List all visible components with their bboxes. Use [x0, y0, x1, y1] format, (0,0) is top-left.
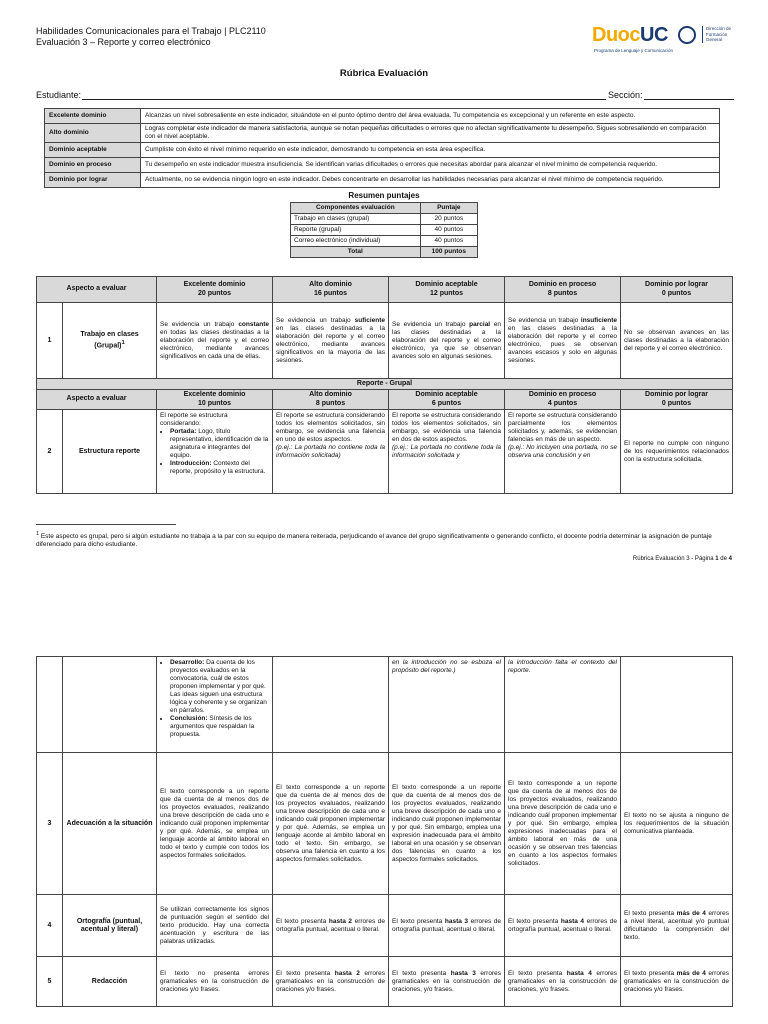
table-row: 5 Redacción El texto no presenta errores gramaticales en la construcción de oraciones y/o frases. El texto presenta hasta 2 errores gramaticales en la construcción de oraciones y/o frases. El texto presenta hasta 3 errores gramaticales en la construcción de oraciones, y/o frases. El texto presenta hasta 4 errores gramaticales en la construcción de oraciones, y/o frases. El texto presenta más de 4 errores gramaticales en la construcción de oraciones y/o frases.	[37, 957, 733, 1007]
document-header	[36, 26, 266, 48]
table-row: Dominio en proceso Tu desempeño en este indicador muestra insuficiencia. Se identifican varias dificultades o errores que necesitas abordar para alcanzar el nivel mínimo de competencia requerido.	[45, 158, 720, 173]
evaluation-name: Evaluación 3 – Reporte y correo electrónico	[36, 37, 211, 47]
table-row: Correo electrónico (individual) 40 puntos	[291, 236, 478, 247]
table-row: 4 Ortografía (puntual, acentual y literal) Se utilizan correctamente los signos de puntuación según el sentido del texto producido. Hay una correcta acentuación y escritura de las palabras utilizadas. El texto presenta hasta 2 errores de ortografía puntual, acentual o literal. El texto presenta hasta 3 errores de ortografía puntual, acentual o literal. El texto presenta hasta 4 errores de ortografía puntual, acentual o literal. El texto presenta más de 4 errores a nivel literal, acentual y/o puntual dificultando la comprensión del texto.	[37, 895, 733, 957]
table-row: Trabajo en clases (grupal) 20 puntos	[291, 214, 478, 225]
seal-icon	[678, 26, 696, 44]
table-row: Dominio por lograr Actualmente, no se evidencia ningún logro en este indicador. Debes concentrarte en desarrollar las habilidades necesarias para alcanzar el nivel mínimo de competencia requerido.	[45, 173, 720, 188]
page-gap	[0, 600, 768, 644]
course-name: Habilidades Comunicacionales para el Trabajo | PLC2110	[36, 26, 266, 36]
summary-title: Resumen puntajes	[348, 191, 420, 200]
logo-direction: Dirección de Formación General	[702, 26, 731, 43]
table-row: 1 Trabajo en clases (Grupal)$^1$ Se evidencia un trabajo constante en todas las clases destinadas a la elaboración del reporte y el correo electrónico, mediante avances significativos en cada una de ellas. Se evidencia un trabajo suficiente en las clases destinadas a la elaboración del reporte y el correo electrónico, mediante avances significativos en la mayoría de las sesiones. Se evidencia un trabajo parcial en las clases destinadas a la elaboración del reporte y el correo electrónico, ya que se observan avances solo en algunas sesiones. Se evidencia un trabajo insuficiente en las clases destinadas a la elaboración del reporte y el correo electrónico, pues se observan avances escasos y solo en algunas sesiones. No se observan avances en las clases destinadas a la elaboración del reporte y el correo electrónico.	[37, 303, 733, 379]
page-title: Rúbrica Evaluación	[339, 68, 429, 79]
duoc-uc-logo	[592, 24, 742, 58]
rubric-table-page-1	[36, 276, 733, 494]
student-blank	[82, 99, 606, 100]
logo-program: Programa de Lenguaje y Comunicación	[594, 48, 674, 53]
page-number: Rúbrica Evaluación 3 - Página 1 de 4	[632, 556, 732, 562]
table-row: Excelente dominio Alcanzas un nivel sobresaliente en este indicador, situándote en el punto óptimo dentro del área evaluada. Tu competencia es excepcional y un referente en este aspecto.	[45, 109, 720, 124]
table-row: Dominio aceptable Cumpliste con éxito el nivel mínimo requerido en este indicador, demostrando tu competencia en esta área específica.	[45, 143, 720, 158]
summary-table	[290, 202, 478, 258]
section-label: Sección:	[608, 90, 643, 100]
rubric-header: Aspecto a evaluar Excelente dominio 10 puntos Alto dominio 8 puntos Dominio aceptable 6 puntos Dominio en proceso 4 puntos Dominio por lograr 0 puntos	[37, 390, 733, 410]
footnote-divider	[36, 524, 176, 525]
section-row: Reporte - Grupal	[37, 379, 733, 390]
table-header: Componentes evaluación Puntaje	[291, 203, 478, 214]
table-row: Reporte (grupal) 40 puntos	[291, 225, 478, 236]
rubric-table-page-2	[36, 656, 733, 1007]
table-row: 2 Estructura reporte El reporte se estructura considerando: • Portada: Logo, título representativo, identificación de la asignatura e integrantes del equipo. • Introducción: Contexto del reporte, propósito y la estructura. El reporte se estructura considerando todos los elementos solicitados, sin embargo, se evidencia una falencia en uno de estos aspectos. (p.ej.: La portada no contiene toda la información solicitada) El reporte se estructura considerando todos los elementos solicitados, sin embargo, se evidencia una falencia en dos de estos aspectos. (p.ej.: La portada no contiene toda la información solicitada y El reporte se estructura considerando parcialmente los elementos solicitados y, además, se evidencian falencias en más de un aspecto. (p.ej.: No incluyen una portada, no se observa una conclusión y en El reporte no cumple con ninguno de los requerimientos relacionados con la estructura solicitada.	[37, 410, 733, 494]
student-label: Estudiante:	[36, 90, 82, 100]
logo-wordmark: DuocUC	[592, 24, 668, 46]
student-line	[36, 90, 736, 100]
levels-table	[44, 108, 720, 188]
total-row: Total 100 puntos	[291, 247, 478, 258]
section-blank	[644, 99, 734, 100]
footnote: $^1$ Este aspecto es grupal, pero si algún estudiante no trabaja a la par con su equipo de manera reiterada, perjudicando el avance del grupo significativamente o generando conflicto, el docente podría determinar la asignación de puntaje diferenciado para dicho estudiante.	[36, 531, 712, 549]
table-row: Alto dominio Logras completar este indicador de manera satisfactoria, aunque se notan pequeñas dificultades o errores que no afectan significativamente tu desempeño. Sigues sobresaliendo en comparación con el nivel aceptable.	[45, 124, 720, 143]
table-row: • Desarrollo: Da cuenta de los proyectos evaluados en la convocatoria, cuál de estos proponen implementar y por qué. Las ideas siguen una estructura lógica y coherente y se organizan en párrafos. • Conclusión: Síntesis de los argumentos que respaldan la propuesta. en la introducción no se esboza el propósito del reporte.) la introducción falta el contexto del reporte.	[37, 657, 733, 753]
rubric-header: Aspecto a evaluar Excelente dominio 20 puntos Alto dominio 16 puntos Dominio aceptable 12 puntos Dominio en proceso 8 puntos Dominio por lograr 0 puntos	[37, 277, 733, 303]
table-row: 3 Adecuación a la situación El texto corresponde a un reporte que da cuenta de al menos dos de los proyectos evaluados, realizando una breve descripción de cada uno e indicando cuál proponen implementar y por qué. Además, se emplea un lenguaje acorde al ámbito laboral en todo el texto y cumple con todos los aspectos formales solicitados. El texto corresponde a un reporte que da cuenta de al menos dos de los proyectos evaluados, realizando una breve descripción de cada uno e indicando cuál proponen implementar y por qué. Además, se emplea un lenguaje acorde al ámbito laboral en todo el texto. Sin embargo, se observa una falencia en cuanto a los aspectos formales solicitados. El texto corresponde a un reporte que da cuenta de al menos dos de los proyectos evaluados, realizando una breve descripción de cada uno e indicando cuál proponen implementar y por qué. Sin embargo, emplea una expresión inadecuada para el ámbito laboral en una ocasión y se observan dos falencias en cuanto a los aspectos formales solicitados. El texto corresponde a un reporte que da cuenta de al menos dos de los proyectos evaluados, realizando una breve descripción de cada uno e indicando cuál proponen implementar y por qué. Sin embargo, emplea expresiones inadecuadas para el ámbito laboral en más de una ocasión y se observan tres falencias en cuanto a los aspectos formales solicitados. El texto no se ajusta a ninguno de los requerimientos de la situación comunicativa planteada.	[37, 753, 733, 895]
